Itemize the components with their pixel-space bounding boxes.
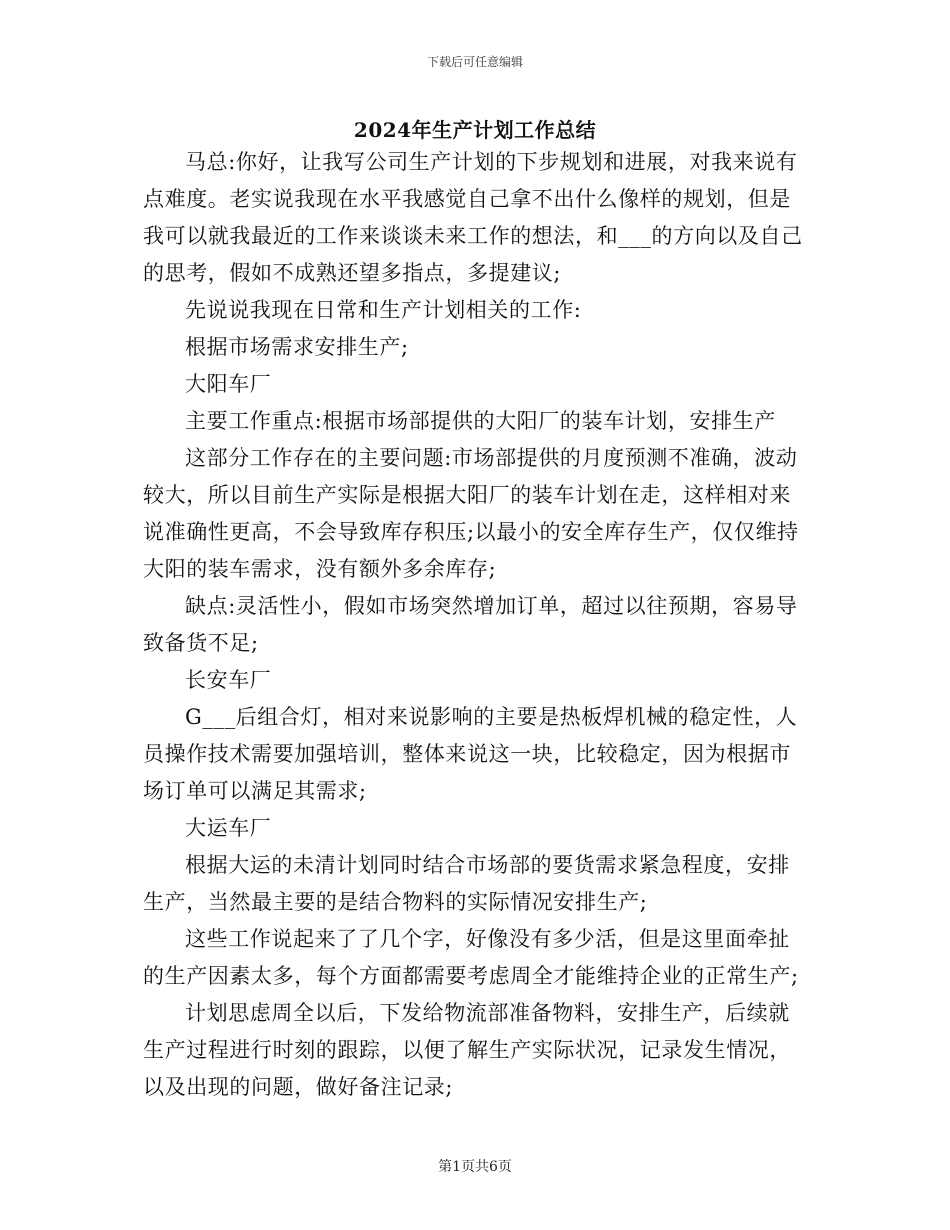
paragraph: 根据大运的未清计划同时结合市场部的要货需求紧急程度，安排生产，当然最主要的是结合物料的实际情况安排生产; bbox=[143, 853, 790, 914]
paragraph: 先说说我现在日常和生产计划相关的工作: bbox=[185, 298, 582, 322]
section-heading: 大阳车厂 bbox=[185, 372, 272, 396]
paragraph: 缺点:灵活性小，假如市场突然增加订单，超过以往预期，容易导致备货不足; bbox=[143, 594, 798, 655]
paragraph: 这部分工作存在的主要问题:市场部提供的月度预测不准确，波动较大，所以目前生产实际是根据大阳厂的装车计划在走，这样相对来说准确性更高，不会导致库存积压;以最小的安全库存生产，仅仅维持大阳的装车需求，没有额外多余库存; bbox=[143, 446, 799, 581]
paragraph: 根据市场需求安排生产; bbox=[185, 335, 409, 359]
page-indicator: 第1页共6页 bbox=[438, 1159, 512, 1175]
section-heading: 长安车厂 bbox=[185, 668, 272, 692]
header-note: 下载后可任意编辑 bbox=[426, 55, 523, 69]
paragraph: 这些工作说起来了了几个字，好像没有多少活，但是这里面牵扯的生产因素太多，每个方面都需要考虑周全才能维持企业的正常生产; bbox=[143, 927, 799, 988]
paragraph: 计划思虑周全以后，下发给物流部准备物料，安排生产，后续就生产过程进行时刻的跟踪，以便了解生产实际状况，记录发生情况，以及出现的问题，做好备注记录; bbox=[143, 1001, 791, 1099]
section-heading: 大运车厂 bbox=[185, 816, 272, 840]
paragraph: G___后组合灯，相对来说影响的主要是热板焊机械的稳定性，人员操作技术需要加强培训，整体来说这一块，比较稳定，因为根据市场订单可以满足其需求; bbox=[143, 705, 798, 803]
paragraph: 马总:你好，让我写公司生产计划的下步规划和进展，对我来说有点难度。老实说我现在水平我感觉自己拿不出什么像样的规划，但是我可以就我最近的工作来谈谈未来工作的想法，和___的方向以及自己的思考，假如不成熟还望多指点，多提建议; bbox=[143, 150, 803, 285]
paragraph: 主要工作重点:根据市场部提供的大阳厂的装车计划，安排生产 bbox=[185, 409, 776, 433]
document-title: 2024年生产计划工作总结 bbox=[353, 118, 597, 142]
document-body bbox=[143, 144, 807, 1106]
